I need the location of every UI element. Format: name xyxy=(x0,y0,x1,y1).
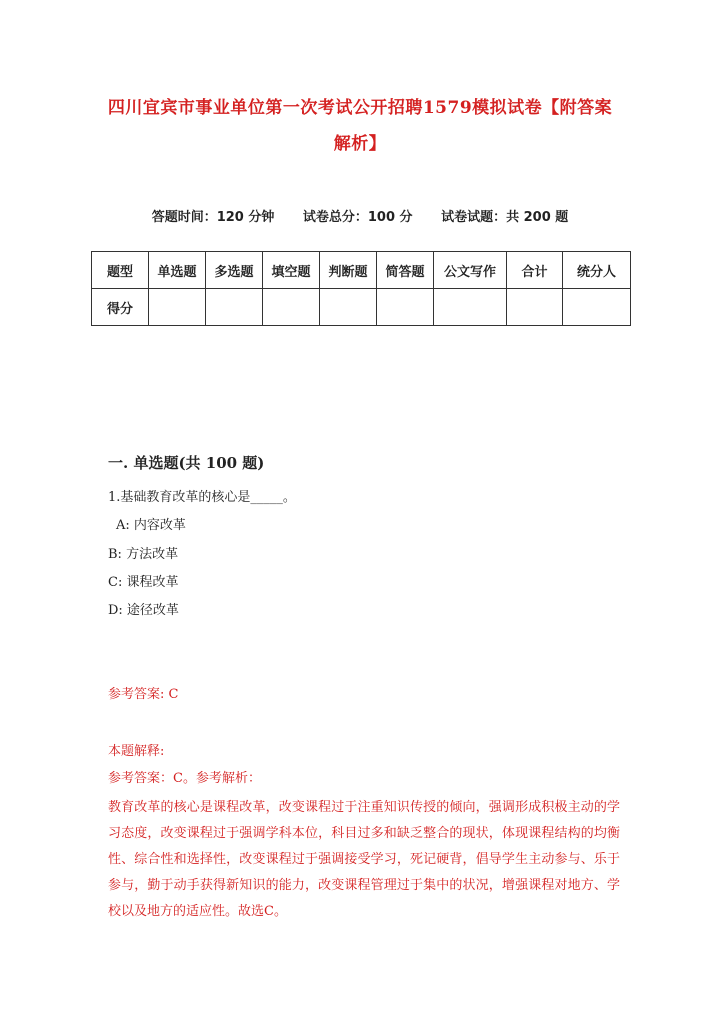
reference-answer: 参考答案: C xyxy=(108,687,179,702)
score-header-cell: 单选题 xyxy=(149,252,206,289)
score-header-cell: 判断题 xyxy=(320,252,377,289)
score-header-cell: 统分人 xyxy=(563,252,631,289)
score-cell xyxy=(563,289,631,326)
score-cell xyxy=(320,289,377,326)
score-cell xyxy=(434,289,507,326)
option-a: A: 内容改革 xyxy=(116,518,186,533)
score-cell xyxy=(507,289,563,326)
score-header-cell: 公文写作 xyxy=(434,252,507,289)
exam-question-count: 试卷试题：共 200 题 xyxy=(441,210,569,225)
option-b: B: 方法改革 xyxy=(108,547,179,562)
score-cell xyxy=(377,289,434,326)
score-table xyxy=(91,251,631,326)
explanation-text: 教育改革的核心是课程改革，改变课程过于注重知识传授的倾向，强调形成积极主动的学习态度，改变课程过于强调学科本位，科目过多和缺乏整合的现状，体现课程结构的均衡性、综合性和选择性，改变课程过于强调接受学习，死记硬背，倡导学生主动参与、乐于参与，勤于动手获得新知识的能力，改变课程管理过于集中的状况，增强课程对地方、学校以及地方的适应性。故选C。 xyxy=(108,800,620,919)
score-cell xyxy=(206,289,263,326)
score-cell xyxy=(263,289,320,326)
score-header-cell: 合计 xyxy=(507,252,563,289)
score-table-header-row xyxy=(92,252,631,289)
option-d: D: 途径改革 xyxy=(108,603,179,618)
score-row-label: 得分 xyxy=(92,289,149,326)
section-title: 一. 单选题(共 100 题) xyxy=(108,454,265,472)
score-header-cell: 多选题 xyxy=(206,252,263,289)
score-header-cell: 简答题 xyxy=(377,252,434,289)
question-stem: 1.基础教育改革的核心是_____。 xyxy=(108,490,296,505)
document-title: 四川宜宾市事业单位第一次考试公开招聘1579模拟试卷【附答案解析】 xyxy=(107,98,613,154)
score-cell xyxy=(149,289,206,326)
score-header-cell: 填空题 xyxy=(263,252,320,289)
exam-meta xyxy=(0,206,720,225)
exam-time: 答题时间：120 分钟 xyxy=(151,210,275,225)
score-table-score-row xyxy=(92,289,631,326)
score-header-cell: 题型 xyxy=(92,252,149,289)
explanation-answer: 参考答案：C。参考解析： xyxy=(108,771,261,786)
exam-total-score: 试卷总分：100 分 xyxy=(302,210,413,225)
explanation-label: 本题解释: xyxy=(108,744,165,759)
option-c: C: 课程改革 xyxy=(108,575,179,590)
